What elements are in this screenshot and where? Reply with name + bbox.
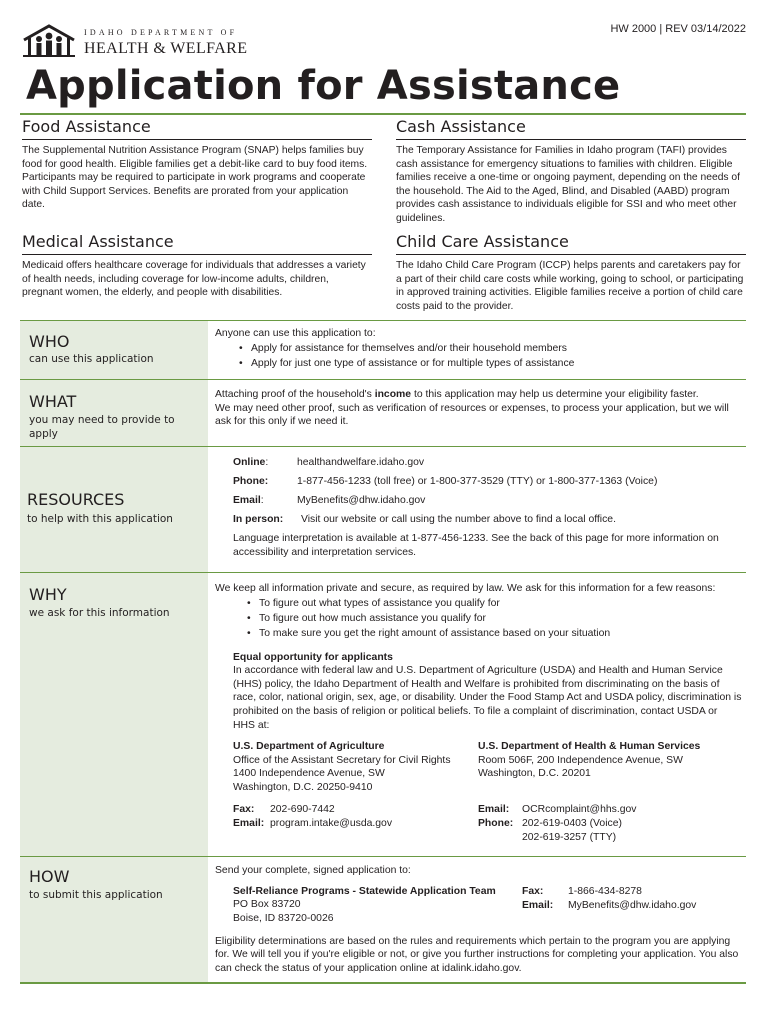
medical-assistance-block bbox=[22, 232, 372, 300]
logo-line-2: HEALTH & WELFARE bbox=[84, 40, 248, 57]
contact-agencies bbox=[215, 740, 742, 843]
hhs-name: U.S. Department of Health & Human Services bbox=[478, 741, 701, 753]
agency-logo bbox=[22, 22, 262, 60]
logo-line-1: IDAHO DEPARTMENT OF bbox=[84, 28, 238, 37]
resources-section bbox=[20, 446, 746, 572]
how-intro: Send your complete, signed application to: bbox=[215, 865, 411, 876]
what-text: Attaching proof of the household's income to this application may help us determine your eligibility faster. bbox=[215, 389, 699, 400]
usda-contact: U.S. Department of Agriculture Office of the Assistant Secretary for Civil Rights 1400 Independence Avenue, SW Washington, D.C. 20250-9410 Fax: 202-690-7442 Email: program.intake@usda.gov bbox=[233, 740, 473, 830]
child-care-assistance-block bbox=[396, 232, 746, 313]
divider bbox=[20, 113, 746, 115]
who-intro: Anyone can use this application to: bbox=[215, 328, 376, 339]
how-email-link[interactable]: MyBenefits@dhw.idaho.gov bbox=[568, 899, 697, 911]
food-assistance-text: The Supplemental Nutrition Assistance Program (SNAP) helps families buy food for good health. Eligible families get a debit-like card to buy food items. Participants may be required to participate in work programs and cooperate with Child Support Services. Benefits are prorated from your application date. bbox=[22, 145, 368, 211]
who-label: WHO bbox=[29, 332, 70, 351]
who-section bbox=[20, 320, 746, 379]
medical-assistance-heading: Medical Assistance bbox=[22, 232, 372, 255]
email-link[interactable]: MyBenefits@dhw.idaho.gov bbox=[297, 495, 426, 506]
how-label: HOW bbox=[29, 867, 70, 886]
who-sublabel: can use this application bbox=[29, 353, 154, 365]
list-item: • Apply for just one type of assistance or for multiple types of assistance bbox=[239, 356, 742, 371]
resources-label: RESOURCES bbox=[27, 490, 125, 509]
equal-opportunity-text: In accordance with federal law and U.S. Department of Agriculture (USDA) and Health and Human Service (HHS) policy, the Idaho Department of Health and Welfare is prohibited from discriminating on the basis of race, color, national origin, sex, age, or disability. Under the Food Stamp Act and USDA policy, discrimination is prohibited on the basis of religion or political beliefs. To file a complaint of discrimination, contact USDA or HHS at: bbox=[233, 665, 742, 731]
food-assistance-heading: Food Assistance bbox=[22, 117, 372, 140]
how-fax: 1-866-434-8278 bbox=[568, 885, 642, 897]
list-item: • To figure out how much assistance you qualify for bbox=[247, 611, 742, 626]
website-link[interactable]: healthandwelfare.idaho.gov bbox=[297, 457, 425, 468]
form-number: HW 2000 | REV 03/14/2022 bbox=[610, 23, 746, 35]
how-section bbox=[20, 856, 746, 982]
what-sublabel: you may need to provide to apply bbox=[29, 414, 175, 440]
resource-phone: Phone: 1-877-456-1233 (toll free) or 1-800-377-3529 (TTY) or 1-800-377-1363 (Voice) bbox=[233, 476, 658, 487]
why-sublabel: we ask for this information bbox=[29, 607, 170, 619]
usda-email-link[interactable]: program.intake@usda.gov bbox=[270, 817, 393, 829]
page-header bbox=[22, 22, 746, 62]
team-name: Self-Reliance Programs - Statewide Application Team bbox=[233, 885, 496, 897]
child-care-assistance-heading: Child Care Assistance bbox=[396, 232, 746, 255]
list-item: • To figure out what types of assistance you qualify for bbox=[247, 596, 742, 611]
cash-assistance-text: The Temporary Assistance for Families in Idaho program (TAFI) provides cash assistance for emergency situations to families with children. Eligible families receive a one-time or ongoing payment, depending on the needs of the household. The Aid to the Aged, Blind, and Disabled (AABD) program provides cash assistance to individuals eligible for SSI and who meet other guidelines. bbox=[396, 145, 741, 224]
divider bbox=[20, 982, 746, 984]
hhs-contact: U.S. Department of Health & Human Services Room 506F, 200 Independence Avenue, SW Washington, D.C. 20201 Email: OCRcomplaint@hhs.gov Phone: 202-619-0403 (Voice) 202-619-3257 (TTY) bbox=[478, 740, 748, 844]
cash-assistance-heading: Cash Assistance bbox=[396, 117, 746, 140]
hhs-email-link[interactable]: OCRcomplaint@hhs.gov bbox=[522, 803, 637, 815]
usda-name: U.S. Department of Agriculture bbox=[233, 741, 385, 753]
what-section bbox=[20, 379, 746, 446]
why-label: WHY bbox=[29, 585, 67, 604]
what-text-2: We may need other proof, such as verification of resources or expenses, to process your application, but we will ask for this only if we need it. bbox=[215, 402, 729, 428]
list-item: • To make sure you get the right amount of assistance based on your situation bbox=[247, 626, 742, 641]
child-care-assistance-text: The Idaho Child Care Program (ICCP) helps parents and caretakers pay for a part of their child care costs while working, going to school, or participating in approved training activities. Eligible families receive a portion of child care costs paid to the provider. bbox=[396, 260, 744, 312]
equal-opportunity-heading: Equal opportunity for applicants bbox=[233, 651, 393, 663]
why-intro: We keep all information private and secure, as required by law. We ask for this information for a few reasons: bbox=[215, 583, 716, 594]
how-sublabel: to submit this application bbox=[29, 889, 163, 901]
cash-assistance-block bbox=[396, 117, 746, 226]
usda-fax: 202-690-7442 bbox=[270, 803, 335, 815]
income-emphasis: income bbox=[374, 389, 412, 400]
why-bullet-list bbox=[247, 596, 742, 641]
resource-email: Email: MyBenefits@dhw.idaho.gov bbox=[233, 495, 426, 506]
who-bullet-list bbox=[239, 341, 742, 371]
resource-online: Online: healthandwelfare.idaho.gov bbox=[233, 457, 425, 468]
mailing-address-block: Self-Reliance Programs - Statewide Application Team PO Box 83720 Boise, ID 83720-0026 Fax: 1-866-434-8278 Email: MyBenefits@dhw.idaho.gov bbox=[233, 885, 697, 924]
page-title: Application for Assistance bbox=[26, 63, 621, 109]
how-closing: Eligibility determinations are based on the rules and requirements which pertain to the program you are applying for. We will tell you if you're eligible or not, or give you further instructions for completing your application. You also can check the status of your application online at idalink.idaho.gov. bbox=[215, 935, 739, 974]
what-label: WHAT bbox=[29, 392, 77, 411]
list-item: • Apply for assistance for themselves and/or their household members bbox=[239, 341, 742, 356]
food-assistance-block bbox=[22, 117, 372, 212]
family-house-icon bbox=[22, 24, 76, 58]
medical-assistance-text: Medicaid offers healthcare coverage for individuals that addresses a variety of health needs, including coverage for low-income adults, children, pregnant women, the elderly, and people with disabilities. bbox=[22, 260, 366, 299]
resources-sublabel: to help with this application bbox=[27, 513, 173, 525]
language-note: Language interpretation is available at 1-877-456-1233. See the back of this page for more information on accessibility and interpretation services. bbox=[233, 533, 719, 558]
why-section bbox=[20, 572, 746, 856]
resource-in-person: In person: Visit our website or call using the number above to find a local office. bbox=[233, 514, 616, 525]
phone-numbers: 1-877-456-1233 (toll free) or 1-800-377-3529 (TTY) or 1-800-377-1363 (Voice) bbox=[297, 476, 658, 487]
